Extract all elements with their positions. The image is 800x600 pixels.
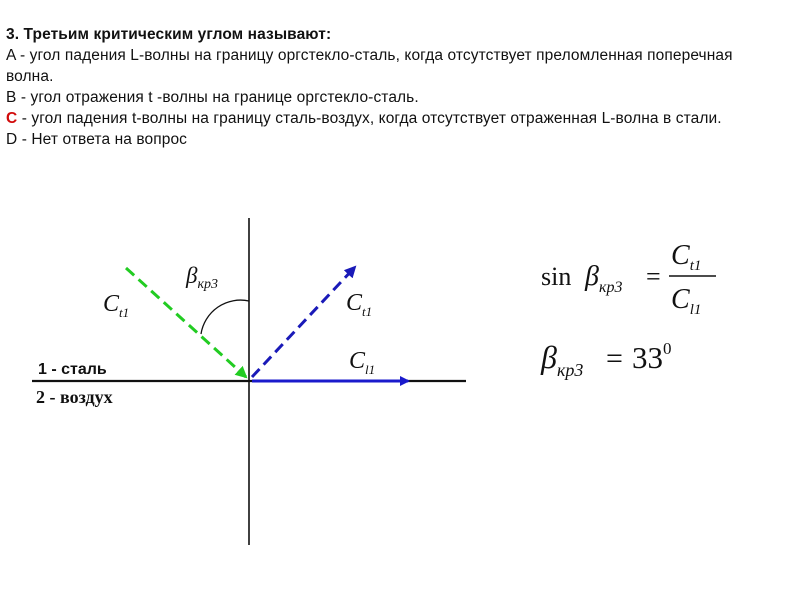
medium-1-label: 1 - сталь xyxy=(38,361,107,378)
formula-sine-ratio xyxy=(541,240,716,318)
option-c-text: - угол падения t-волны на границу сталь-воздух, когда отсутствует отраженная L-волна в стали. xyxy=(17,110,722,127)
l-wave-subscript: l1 xyxy=(365,362,376,377)
incident-wave-label xyxy=(103,291,129,320)
formula-sin: sin xyxy=(541,262,572,291)
formula-beta-subscript: кр3 xyxy=(598,279,623,296)
option-d-text: - Нет ответа на вопрос xyxy=(17,131,188,148)
option-b-text: - угол отражения t -волны на границе оргстекло-сталь. xyxy=(16,89,419,106)
formula2-value xyxy=(632,339,672,375)
question-title: 3. Третьим критическим углом называют: xyxy=(6,26,332,43)
reflected-wave-label xyxy=(346,290,372,319)
l-wave-label xyxy=(349,348,375,377)
angle-symbol: β xyxy=(186,263,198,288)
formula-numerator xyxy=(671,240,701,274)
angle-subscript: кр3 xyxy=(197,277,219,292)
option-a-letter: A xyxy=(6,47,16,64)
formula-beta-symbol: β xyxy=(585,261,599,292)
l-wave-symbol: C xyxy=(349,348,366,374)
formula-equals: = xyxy=(646,262,661,291)
incident-wave-symbol: C xyxy=(103,291,120,317)
formula2-beta-subscript: кр3 xyxy=(556,360,584,380)
formula-denominator-subscript: l1 xyxy=(689,302,702,318)
formula-denominator xyxy=(671,284,701,318)
formula2-beta-symbol: β xyxy=(541,339,557,375)
formula-numerator-subscript: t1 xyxy=(689,258,702,274)
formula2-beta xyxy=(540,339,583,380)
formula-numerator-symbol: C xyxy=(671,240,690,271)
formula2-value-number: 33 xyxy=(632,340,663,375)
formula2-equals: = xyxy=(606,342,623,375)
option-a-text: - угол падения L-волны на границу оргстекло-сталь, когда отсутствует преломленная поперечная волна. xyxy=(6,47,733,85)
option-d-letter: D xyxy=(6,131,18,148)
medium-2-label: 2 - воздух xyxy=(36,387,113,407)
formula2-value-superscript: 0 xyxy=(663,339,672,358)
formula-denominator-symbol: C xyxy=(671,284,690,315)
option-c-letter: C xyxy=(6,110,18,127)
critical-angle-arc xyxy=(201,300,249,334)
reflected-wave-symbol: C xyxy=(346,290,363,316)
formula-angle-value xyxy=(540,339,672,380)
option-b-letter: B xyxy=(6,89,17,106)
angle-label xyxy=(185,263,218,292)
reflected-t-wave-arrow xyxy=(252,267,355,377)
reflected-wave-subscript: t1 xyxy=(362,304,373,319)
formula-beta xyxy=(584,261,622,296)
incident-wave-subscript: t1 xyxy=(119,305,130,320)
